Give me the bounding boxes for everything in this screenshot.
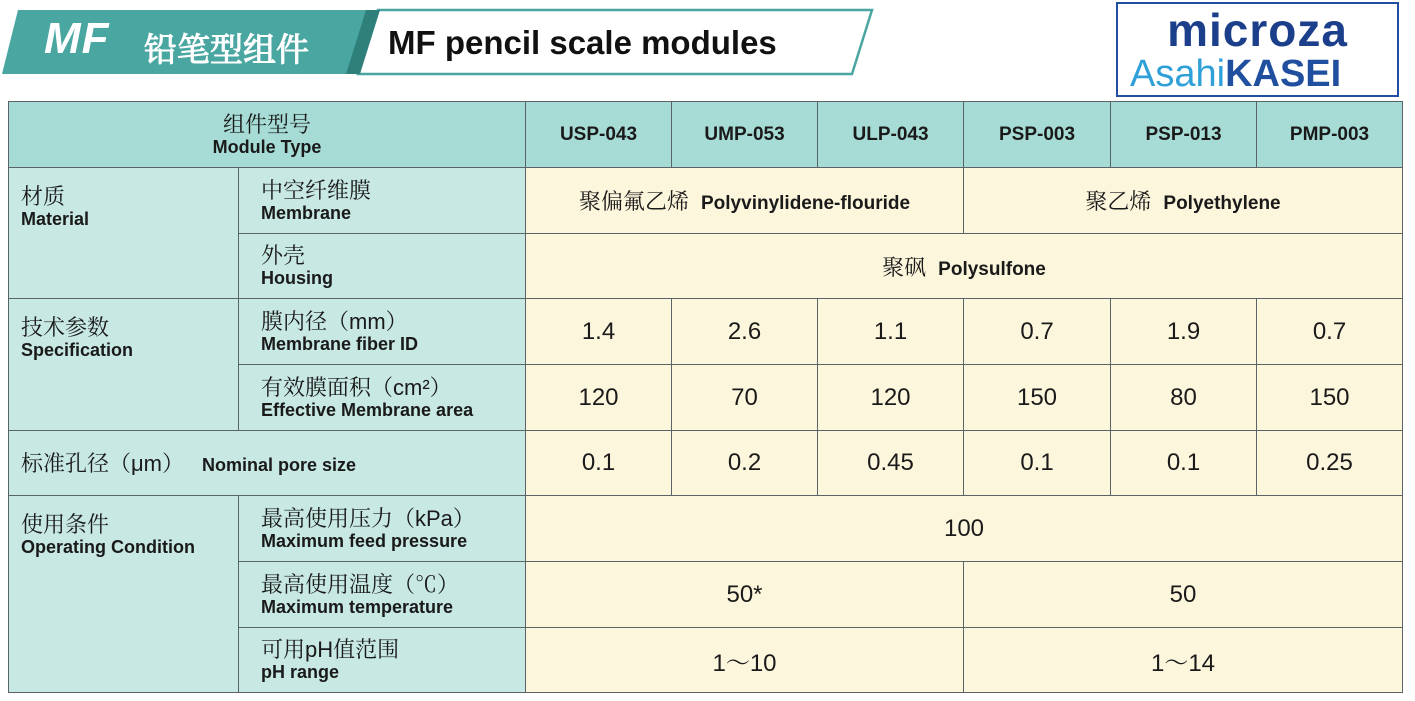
- max-pressure-label-cn: 最高使用压力（kPa）: [261, 505, 475, 531]
- membrane-row: [9, 168, 1403, 234]
- logo-brand: microza: [1167, 4, 1348, 56]
- operating-condition-label-en: Operating Condition: [21, 537, 195, 557]
- module-type-cell: PSP-003: [964, 102, 1111, 168]
- housing-value-en: Polysulfone: [938, 258, 1046, 280]
- fiber-id-row: [9, 299, 1403, 365]
- max-pressure-label: [239, 496, 526, 562]
- pore-size-value: 0.1: [1111, 431, 1257, 496]
- membrane-label-en: Membrane: [261, 202, 352, 223]
- membrane-area-value: 150: [1257, 365, 1403, 431]
- ph-range-value: 1～10: [526, 628, 964, 693]
- housing-value: [526, 234, 1403, 299]
- module-type-label-cn: 组件型号: [223, 111, 312, 137]
- logo-company-kasei: KASEI: [1225, 53, 1342, 95]
- fiber-id-value: 0.7: [1257, 299, 1403, 365]
- ph-range-label-en: pH range: [261, 662, 340, 682]
- module-type-cell: USP-043: [526, 102, 672, 168]
- max-pressure-label-en: Maximum feed pressure: [261, 530, 468, 551]
- max-temperature-value: 50: [964, 562, 1403, 628]
- membrane-value-pe-en: Polyethylene: [1163, 193, 1281, 214]
- pore-size-value: 0.1: [964, 431, 1111, 496]
- module-type-label-en: Module Type: [212, 136, 322, 157]
- pore-size-label-cn: 标准孔径（μm）: [21, 450, 185, 476]
- fiber-id-value: 0.7: [964, 299, 1111, 365]
- membrane-area-value: 70: [672, 365, 818, 431]
- fiber-id-value: 1.1: [818, 299, 964, 365]
- specification-label: [9, 299, 239, 431]
- max-pressure-row: [9, 496, 1403, 562]
- membrane-value-pvdf-cn: 聚偏氟乙烯: [578, 189, 689, 214]
- membrane-area-value: 120: [526, 365, 672, 431]
- logo-company-asahi: Asahi: [1130, 53, 1226, 95]
- module-type-cell: UMP-053: [672, 102, 818, 168]
- membrane-value-pvdf: [526, 168, 964, 234]
- module-spec-table: [8, 101, 1403, 693]
- membrane-label-cn: 中空纤维膜: [261, 177, 372, 203]
- ph-range-value: 1～14: [964, 628, 1403, 693]
- max-pressure-value: 100: [526, 496, 1403, 562]
- housing-value-cn: 聚砜: [882, 254, 927, 280]
- membrane-area-value: 150: [964, 365, 1111, 431]
- fiber-id-value: 1.9: [1111, 299, 1257, 365]
- membrane-value-pvdf-en: Polyvinylidene-flouride: [701, 193, 911, 214]
- operating-condition-label-cn: 使用条件: [21, 512, 110, 537]
- operating-condition-label: [9, 496, 239, 693]
- membrane-area-label: [239, 365, 526, 431]
- module-type-label: [9, 102, 526, 168]
- max-temperature-label: [239, 562, 526, 628]
- module-type-cell: PMP-003: [1257, 102, 1403, 168]
- fiber-id-label-cn: 膜内径（mm）: [261, 308, 408, 334]
- material-label: [9, 168, 239, 299]
- housing-label-cn: 外壳: [261, 243, 306, 268]
- module-type-row: [9, 102, 1403, 168]
- banner-title-en: MF pencil scale modules: [388, 24, 777, 61]
- specification-label-cn: 技术参数: [21, 315, 110, 340]
- fiber-id-label: [239, 299, 526, 365]
- banner-title-cn: 铅笔型组件: [144, 30, 309, 69]
- material-label-cn: 材质: [21, 184, 66, 209]
- pore-size-label: [9, 431, 526, 496]
- logo-company: [1130, 54, 1341, 94]
- membrane-value-pe: [964, 168, 1403, 234]
- title-banner: [0, 0, 880, 82]
- max-temperature-value: 50*: [526, 562, 964, 628]
- max-temperature-label-cn: 最高使用温度（℃）: [261, 571, 460, 597]
- fiber-id-label-en: Membrane fiber ID: [261, 333, 419, 354]
- banner-code: MF: [44, 14, 110, 63]
- membrane-value-pe-cn: 聚乙烯: [1085, 189, 1152, 214]
- membrane-area-label-cn: 有效膜面积（cm²）: [261, 374, 452, 400]
- ph-range-label: [239, 628, 526, 693]
- pore-size-label-en: Nominal pore size: [202, 454, 357, 475]
- pore-size-value: 0.45: [818, 431, 964, 496]
- fiber-id-value: 2.6: [672, 299, 818, 365]
- module-type-cell: ULP-043: [818, 102, 964, 168]
- membrane-area-value: 120: [818, 365, 964, 431]
- housing-label-en: Housing: [261, 268, 333, 288]
- max-temperature-label-en: Maximum temperature: [261, 596, 454, 617]
- ph-range-label-cn: 可用pH值范围: [261, 637, 400, 662]
- pore-size-value: 0.1: [526, 431, 672, 496]
- membrane-area-label-en: Effective Membrane area: [261, 399, 474, 420]
- housing-label: [239, 234, 526, 299]
- company-logo: [1116, 2, 1399, 97]
- membrane-label: [239, 168, 526, 234]
- pore-size-value: 0.25: [1257, 431, 1403, 496]
- pore-size-value: 0.2: [672, 431, 818, 496]
- specification-label-en: Specification: [21, 340, 134, 360]
- material-label-en: Material: [21, 209, 90, 229]
- pore-size-row: [9, 431, 1403, 496]
- module-type-cell: PSP-013: [1111, 102, 1257, 168]
- fiber-id-value: 1.4: [526, 299, 672, 365]
- membrane-area-value: 80: [1111, 365, 1257, 431]
